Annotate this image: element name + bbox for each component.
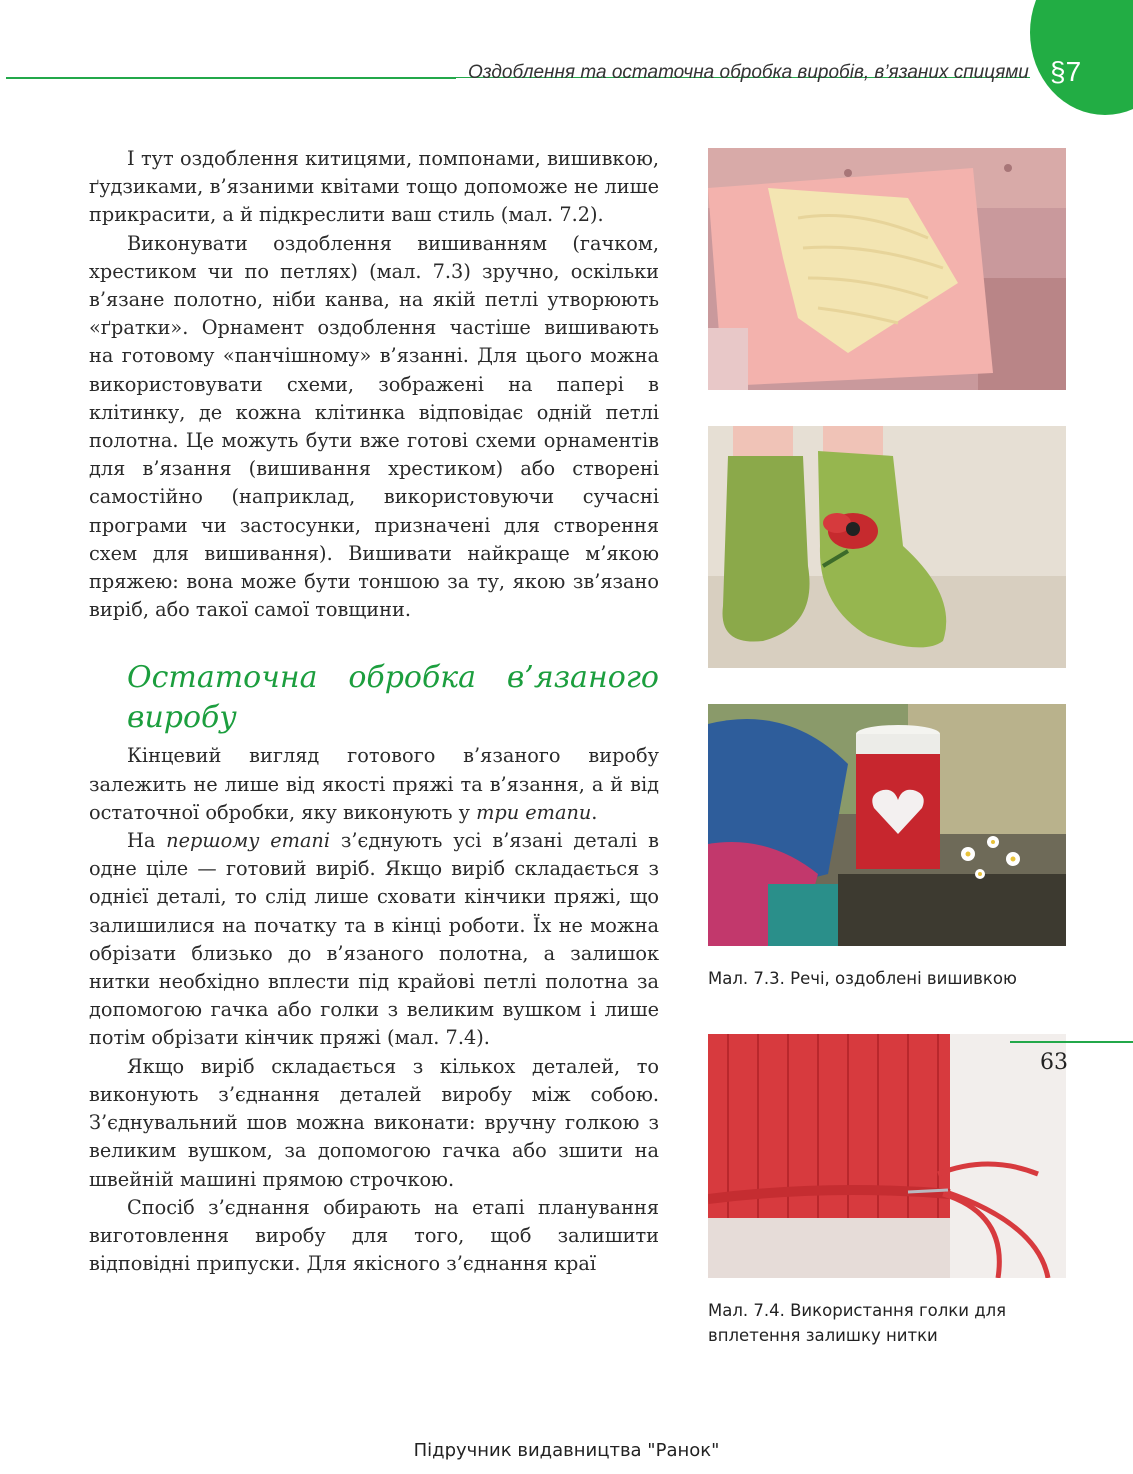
paragraph-first-stage: На першому етапі з’єднують усі в’язані деталі в одне ціле — готовий виріб. Якщо виріб складається з однієї деталі, то слід лише сховати кінчики пряжі, що залишилися на початку та в кінці роботи. Їх не можна обрізати близько до в’язаного полотна, а залишок нитки необхідно вплести під крайові петлі полотна за допомогою гачка або голки з великим вушком і лише потім обрізати кінчик пряжі (мал. 7.4).: [89, 829, 659, 1050]
emphasis-first-stage: першому етапі: [166, 829, 331, 853]
caption-fig-7-4: [708, 1298, 1088, 1348]
section-number: §7: [1050, 56, 1082, 87]
paragraph-final-look: Кінцевий вигляд готового в’язаного виробу залежить не лише від якості пряжі та в’язання, а й від остаточної обробки, яку виконують у три етапи.: [89, 744, 659, 824]
emphasis-three-stages: три етапи: [476, 800, 592, 824]
photo-green-socks: [708, 426, 1066, 668]
paragraph-decoration-intro: І тут оздоблення китицями, помпонами, вишивкою, ґудзиками, в’язаними квітами тощо допоможе не лише прикрасити, а й підкреслити ваш стиль (мал. 7.2).: [89, 147, 659, 227]
photo-knitted-pillow: [708, 148, 1066, 390]
page-number-rule: [1010, 1041, 1133, 1043]
running-header-title: Оздоблення та остаточна обробка виробів, в’язаних спицями: [468, 62, 1029, 83]
caption-fig-7-4-line1: Мал. 7.4. Використання голки для: [708, 1301, 1007, 1320]
section-heading-final-processing: Остаточна обробка в’язаного виробу: [127, 660, 659, 736]
main-text-column: [89, 145, 659, 1278]
photo-red-knit-with-needle: [708, 1034, 1066, 1278]
page-number: 63: [1040, 1050, 1068, 1075]
paragraph-joining-method: Спосіб з’єднання обирають на етапі планування виготовлення виробу для того, щоб залишити відповідні припуски. Для якісного з’єднання краї: [89, 1195, 659, 1276]
caption-fig-7-3: Мал. 7.3. Речі, оздоблені вишивкою: [708, 969, 1017, 988]
header-rule-left: [6, 77, 456, 79]
publisher-footer: Підручник видавництва "Ранок": [413, 1440, 720, 1461]
caption-fig-7-4-line2: вплетення залишку нитки: [708, 1326, 938, 1345]
paragraph-embroidery: Виконувати оздоблення вишиванням (гачком, хрестиком чи по петлях) (мал. 7.3) зручно, оскільки в’язане полотно, ніби канва, на якій петлі утворюють «ґратки». Орнамент оздоблення частіше вишивають на готовому «панчішному» в’язанні. Для цього можна використовувати схеми, зображені на папері в клітинку, де кожна клітинка відповідає одній петлі полотна. Це можуть бути вже готові схеми орнаментів для в’язання (вишивання хрестиком) або створені самостійно (наприклад, використовуючи сучасні програми чи застосунки, призначені для створення схем для вишивання). Вишивати найкраще м’якою пряжею: вона може бути тоншою за ту, якою зв’язано виріб, або такої самої товщини.: [89, 231, 659, 622]
photo-mug-with-heart-cover: [708, 704, 1066, 946]
paragraph-joining-parts: Якщо виріб складається з кількох деталей, то виконують з’єднання деталей виробу між собою. З’єднувальний шов можна виконати: вручну голкою з великим вушком, за допомогою гачка або зшити на швейній машині прямою строчкою.: [89, 1054, 659, 1191]
